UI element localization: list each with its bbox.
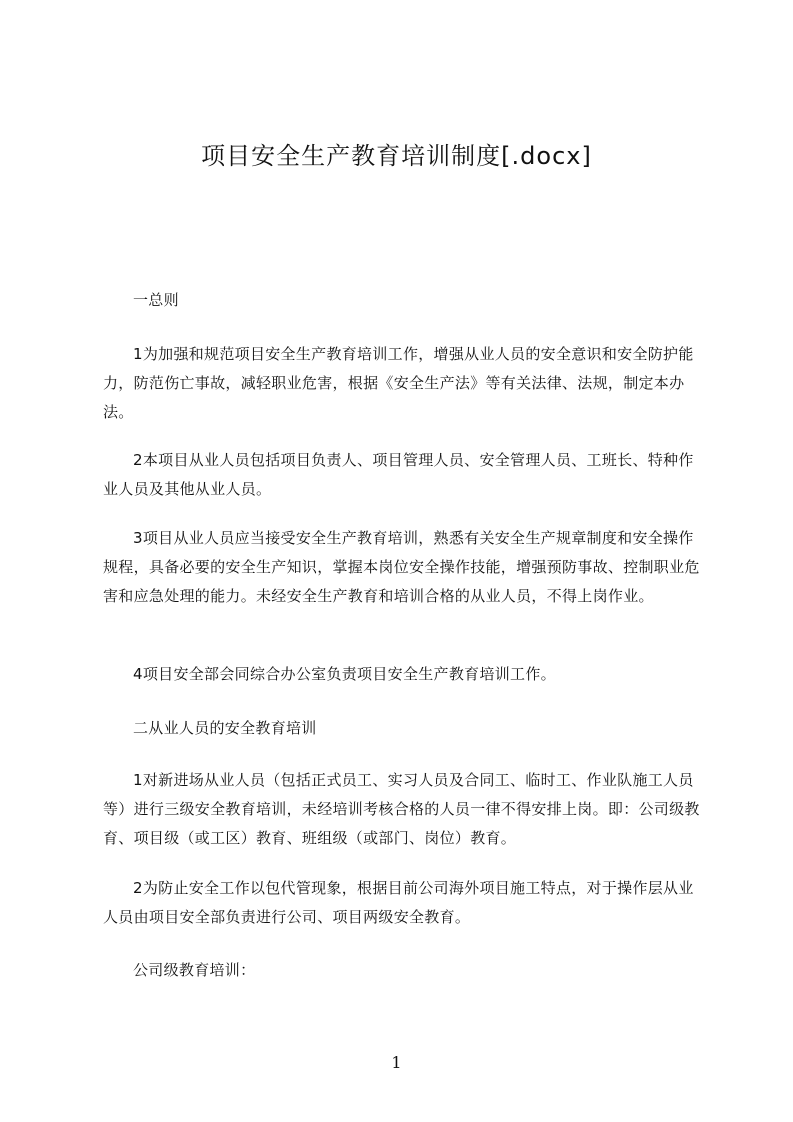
paragraph-2-2: 2为防止安全工作以包代管现象，根据目前公司海外项目施工特点，对于操作层从业人员由项目安全部负责进行公司、项目两级安全教育。 (103, 879, 694, 926)
section-heading-general: 一总则 (133, 291, 179, 309)
paragraph-1-2: 2本项目从业人员包括项目负责人、项目管理人员、安全管理人员、工班长、特种作业人员及其他从业人员。 (103, 451, 694, 498)
section-heading-worker-training: 二从业人员的安全教育培训 (133, 719, 317, 737)
page-number: 1 (391, 1053, 402, 1072)
paragraph-1-3: 3项目从业人员应当接受安全生产教育培训，熟悉有关安全生产规章制度和安全操作规程，具备必要的安全生产知识，掌握本岗位安全操作技能，增强预防事故、控制职业危害和应急处理的能力。未经安全生产教育和培训合格的从业人员，不得上岗作业。 (103, 529, 700, 605)
paragraph-2-1: 1对新进场从业人员（包括正式员工、实习人员及合同工、临时工、作业队施工人员等）进行三级安全教育培训，未经培训考核合格的人员一律不得安排上岗。即：公司级教育、项目级（或工区）教育、班组级（或部门、岗位）教育。 (103, 771, 700, 847)
subheading-company-training: 公司级教育培训： (133, 961, 256, 979)
document-title: 项目安全生产教育培训制度[.docx] (201, 142, 592, 170)
paragraph-1-1: 1为加强和规范项目安全生产教育培训工作，增强从业人员的安全意识和安全防护能力，防范伤亡事故，减轻职业危害，根据《安全生产法》等有关法律、法规，制定本办法。 (103, 345, 694, 421)
paragraph-1-4: 4项目安全部会同综合办公室负责项目安全生产教育培训工作。 (133, 665, 556, 683)
